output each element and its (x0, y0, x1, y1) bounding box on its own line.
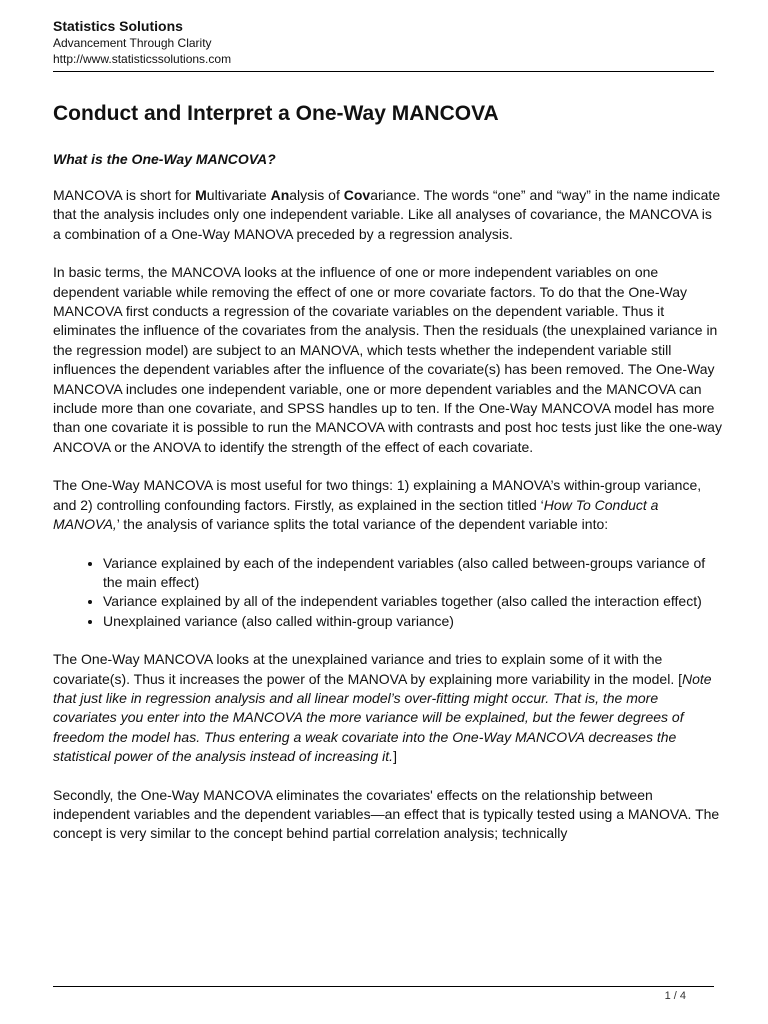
paragraph-5: Secondly, the One-Way MANCOVA eliminates the covariates' effects on the relationship between independent variables and the dependent variables—an effect that is typically tested using a MANOVA. The concept is very similar to the concept behind partial correlation analysis; technically (53, 786, 720, 842)
p1-text-c3: ariance. The words “one” and “way” in the name indicate that the analysis includes only one independent variable. Like all analyses of covariance, the MANCOVA is a combination of a One-Way MANOVA preceded by a regression analysis. (53, 187, 721, 242)
p4-text-b: ] (393, 748, 397, 765)
page-title: Conduct and Interpret a One-Way MANCOVA (53, 102, 499, 125)
header-divider (53, 71, 714, 72)
list-item: • Variance explained by all of the independent variables together (also called the interaction effect) (103, 592, 723, 611)
variance-list (53, 554, 723, 632)
paragraph-4 (53, 650, 723, 766)
p3-text-b: ’ the analysis of variance splits the total variance of the dependent variable into: (116, 516, 609, 533)
site-name: Statistics Solutions (53, 18, 183, 34)
p4-text-a: The One-Way MANCOVA looks at the unexplained variance and tries to explain some of it with the covariate(s). Thus it increases the power of the MANOVA by explaining more variability in the model. [ (53, 651, 682, 687)
paragraph-1 (53, 186, 723, 244)
section-heading: What is the One-Way MANCOVA? (53, 151, 276, 167)
p1-text-c2: alysis of (289, 187, 344, 203)
paragraph-2: In basic terms, the MANCOVA looks at the influence of one or more independent variables on one dependent variable while removing the effect of one or more covariate factors. To do that the One-Way MANCOVA first conducts a regression of the covariate variables on the dependent variable. Thus it eliminates the influence of the covariates from the analysis. Then the residuals (the unexplained variance in the regression model) are subject to an MANOVA, which tests whether the independent variable still influences the dependent variables after the influence of the covariate(s) has been removed. The One-Way MANCOVA includes one independent variable, one or more dependent variables and the MANCOVA can include more than one covariate, and SPSS handles up to ten. If the One-Way MANCOVA model has more than one covariate it is possible to run the MANCOVA with contrasts and post hoc tests just like the one-way ANCOVA or the ANOVA to identify the strength of the effect of each covariate. (53, 264, 722, 455)
p3-italic-ref: How To Conduct a MANOVA, (53, 496, 659, 533)
p1-text-c1: ultivariate (206, 187, 271, 203)
document-body (53, 186, 723, 863)
page-header (53, 18, 715, 67)
page-number: 1 / 4 (664, 990, 686, 1002)
p1-bold-an: An (270, 187, 290, 203)
p3-text-a: The One-Way MANCOVA is most useful for two things: 1) explaining a MANOVA’s within-group variance, and 2) controlling confounding factors. Firstly, as explained in the section titled ‘ (53, 477, 702, 513)
p1-text-a: MANCOVA is short for (53, 187, 196, 203)
list-item: • Variance explained by each of the independent variables (also called between-groups variance of the main effect) (103, 554, 723, 593)
p1-bold-cov: Cov (343, 187, 371, 203)
p1-bold-m: M (195, 187, 207, 203)
list-item: • Unexplained variance (also called within-group variance) (103, 612, 723, 631)
site-url: http://www.statisticssolutions.com (53, 52, 232, 66)
footer-divider (53, 986, 714, 987)
p4-italic-note: Note that just like in regression analysis and all linear model’s over-fitting might occur. That is, the more covariates you enter into the MANCOVA the more variance will be explained, but the fewer degrees of freedom the model has. Thus entering a weak covariate into the One-Way MANCOVA decreases the statistical power of the analysis instead of increasing it. (53, 670, 712, 765)
paragraph-3 (53, 476, 723, 534)
site-tagline: Advancement Through Clarity (53, 36, 212, 50)
